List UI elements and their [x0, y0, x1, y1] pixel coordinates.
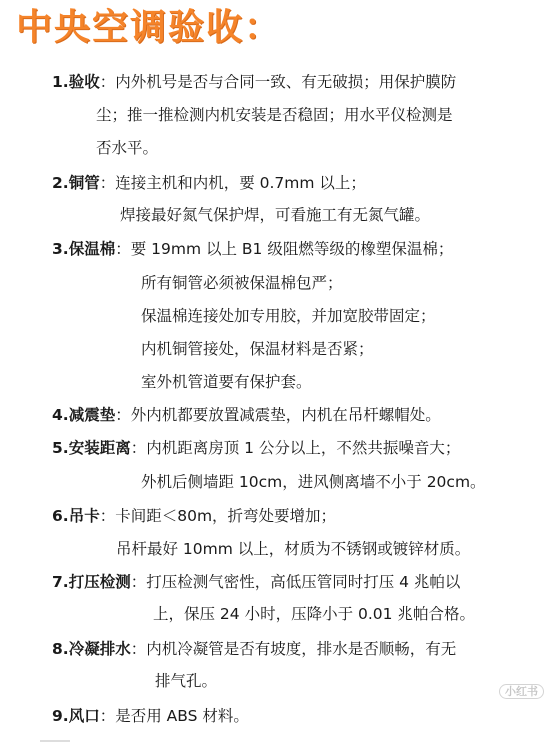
item-8-text-1: 内机冷凝管是否有坡度，排水是否顺畅，有无 [146, 640, 457, 658]
item-3-number: 3. [52, 240, 69, 258]
watermark-logo: 小红书 [499, 684, 544, 699]
item-4-text-1: 外内机都要放置减震垫，内机在吊杆螺帽处。 [130, 406, 441, 424]
item-8-label: 冷凝排水 [68, 640, 131, 658]
list-item-5-line-1 [52, 438, 460, 458]
item-3-separator: ： [115, 240, 131, 258]
list-item-6-line-1 [52, 506, 336, 526]
item-2-separator: ： [99, 174, 116, 192]
item-1-text-2: 尘；推一推检测内机安装是否稳固；用水平仪检测是 [96, 106, 453, 124]
item-5-number: 5. [52, 439, 69, 457]
item-1-label: 验收 [68, 73, 100, 91]
item-7-text-1: 打压检测气密性，高低压管同时打压 4 兆帕以 [146, 573, 461, 591]
item-2-number: 2. [52, 174, 69, 192]
item-7-separator: ： [130, 573, 147, 591]
watermark [426, 684, 544, 710]
item-7-label: 打压检测 [68, 573, 131, 591]
item-8-number: 8. [52, 640, 69, 658]
list-item-3-line-1 [52, 239, 453, 259]
item-2-text-2: 焊接最好氮气保护焊，可看施工有无氮气罐。 [120, 206, 431, 224]
item-3-text-1: 要 19mm 以上 B1 级阻燃等级的橡塑保温棉； [130, 240, 454, 258]
item-6-text-1: 卡间距＜80m，折弯处要增加； [115, 507, 337, 525]
list-item-4-line-1 [52, 405, 441, 425]
list-item-7-line-1 [52, 572, 460, 592]
item-1-separator: ： [99, 73, 116, 91]
list-item-9-line-1 [52, 706, 249, 726]
item-5-text-1: 内机距离房顶 1 公分以上，不然共振噪音大； [146, 439, 461, 457]
divider [40, 740, 70, 742]
item-9-label: 风口 [68, 707, 100, 725]
item-7-text-2: 上，保压 24 小时，压降小于 0.01 兆帕合格。 [153, 605, 475, 623]
item-6-label: 吊卡 [68, 507, 100, 525]
item-4-label: 减震垫 [68, 406, 116, 424]
item-3-text-5: 室外机管道要有保护套。 [141, 373, 312, 391]
list-item-1-line-1 [52, 72, 456, 92]
item-4-number: 4. [52, 406, 69, 424]
list-item-8-line-1 [52, 639, 456, 659]
item-6-separator: ： [99, 507, 116, 525]
item-4-separator: ： [115, 406, 131, 424]
item-5-text-2: 外机后侧墙距 10cm，进风侧离墙不小于 20cm。 [141, 473, 486, 491]
item-7-number: 7. [52, 573, 69, 591]
item-3-text-4: 内机铜管接处，保温材料是否紧； [141, 340, 374, 358]
item-1-number: 1. [52, 73, 69, 91]
item-9-separator: ： [99, 707, 116, 725]
item-8-text-2: 排气孔。 [155, 672, 218, 690]
item-3-label: 保温棉 [68, 240, 116, 258]
item-6-text-2: 吊杆最好 10mm 以上，材质为不锈钢或镀锌材质。 [116, 540, 471, 558]
item-1-text-3: 否水平。 [96, 139, 159, 157]
item-2-text-1: 连接主机和内机，要 0.7mm 以上； [115, 174, 366, 192]
item-6-number: 6. [52, 507, 69, 525]
item-2-label: 铜管 [68, 174, 100, 192]
item-3-text-3: 保温棉连接处加专用胶，并加宽胶带固定； [141, 307, 436, 325]
item-9-number: 9. [52, 707, 69, 725]
item-1-text-1: 内外机号是否与合同一致、有无破损；用保护膜防 [115, 73, 457, 91]
item-9-text-1: 是否用 ABS 材料。 [115, 707, 249, 725]
item-8-separator: ： [130, 640, 147, 658]
item-5-separator: ： [130, 439, 147, 457]
list-item-2-line-1 [52, 173, 366, 193]
page-title: 中央空调验收： [16, 7, 283, 48]
item-3-text-2: 所有铜管必须被保温棉包严； [141, 274, 343, 292]
item-5-label: 安装距离 [68, 439, 131, 457]
